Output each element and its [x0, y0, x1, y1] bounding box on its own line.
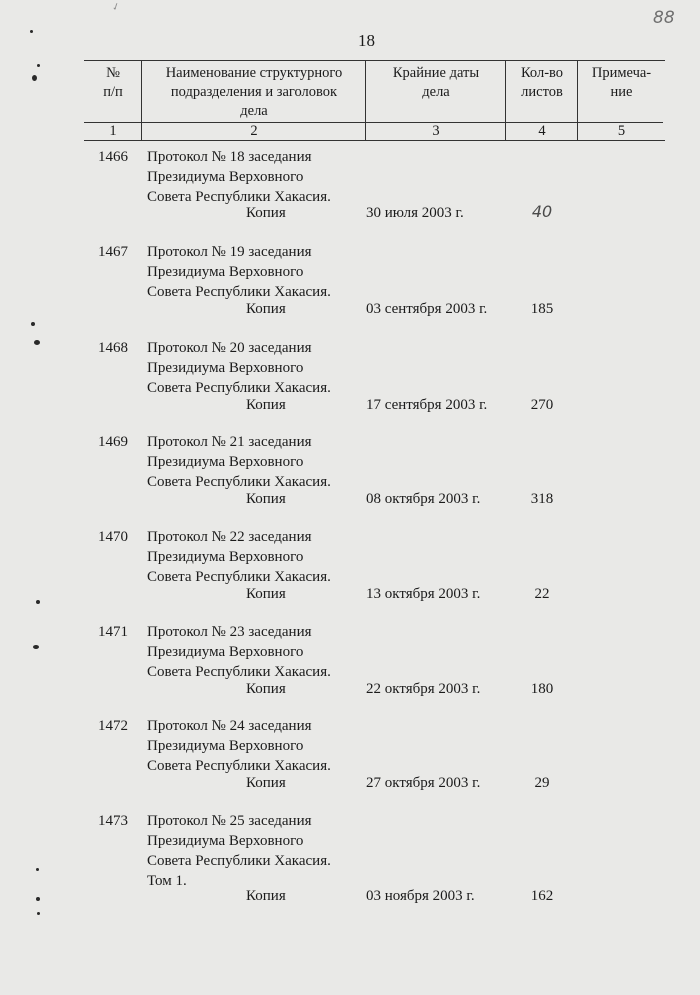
scan-speck — [34, 340, 40, 345]
header-col-title: Наименование структурного подразделения и заголовок дела — [165, 65, 343, 119]
entry-title: Протокол № 21 заседания Президиума Верховного Совета Республики Хакасия. — [147, 434, 331, 490]
entry-date: 17 сентября 2003 г. — [366, 397, 488, 413]
handwritten-folio-number: 88 — [653, 8, 675, 28]
entry-date: 30 июля 2003 г. — [366, 205, 464, 221]
scan-speck — [36, 868, 39, 871]
entry-date: 03 сентября 2003 г. — [366, 301, 488, 317]
entry-sheet-count: 22 — [534, 586, 550, 602]
entry-copy-label: Копия — [246, 775, 286, 791]
entry-number: 1473 — [98, 813, 128, 829]
entry-number: 1472 — [98, 718, 128, 734]
entry-date: 22 октября 2003 г. — [366, 681, 481, 697]
entry-sheet-count: 318 — [530, 491, 554, 507]
header-col-sheets: Кол-во листов — [520, 65, 564, 100]
header-col-notes: Примеча- ние — [591, 65, 652, 100]
header-number-5: 5 — [617, 123, 626, 139]
scan-speck — [30, 30, 33, 33]
entry-number: 1469 — [98, 434, 128, 450]
entry-sheet-count: 185 — [530, 301, 554, 317]
entry-date: 27 октября 2003 г. — [366, 775, 481, 791]
entry-title: Протокол № 24 заседания Президиума Верховного Совета Республики Хакасия. — [147, 718, 331, 774]
entry-copy-label: Копия — [246, 397, 286, 413]
entry-title: Протокол № 22 заседания Президиума Верховного Совета Республики Хакасия. — [147, 529, 331, 585]
scan-speck — [33, 645, 39, 649]
scan-speck — [32, 75, 37, 81]
entry-title: Протокол № 19 заседания Президиума Верховного Совета Республики Хакасия. — [147, 244, 331, 300]
header-number-3: 3 — [432, 123, 440, 139]
entry-sheet-count: 40 — [531, 202, 553, 221]
entry-number: 1471 — [98, 624, 128, 640]
entry-sheet-count: 162 — [530, 888, 554, 904]
entry-date: 13 октября 2003 г. — [366, 586, 481, 602]
entry-copy-label: Копия — [246, 301, 286, 317]
entry-number: 1467 — [98, 244, 128, 260]
entry-title: Протокол № 23 заседания Президиума Верховного Совета Республики Хакасия. — [147, 624, 331, 680]
entry-sheet-count: 180 — [530, 681, 554, 697]
entry-date: 08 октября 2003 г. — [366, 491, 481, 507]
entry-number: 1470 — [98, 529, 128, 545]
pencil-tick-mark: ✓ — [110, 0, 123, 15]
scan-speck — [37, 912, 40, 915]
entry-number: 1466 — [98, 149, 128, 165]
header-col-number: № п/п — [103, 65, 123, 100]
entry-number: 1468 — [98, 340, 128, 356]
entry-copy-label: Копия — [246, 586, 286, 602]
entry-copy-label: Копия — [246, 491, 286, 507]
header-number-1: 1 — [109, 123, 117, 139]
header-col-dates: Крайние даты дела — [392, 65, 480, 100]
scan-speck — [36, 600, 40, 604]
scan-speck — [31, 322, 35, 326]
header-number-4: 4 — [538, 123, 546, 139]
entry-sheet-count: 270 — [530, 397, 554, 413]
entry-title: Протокол № 18 заседания Президиума Верховного Совета Республики Хакасия. — [147, 149, 331, 205]
table-header — [84, 60, 665, 141]
scan-speck — [37, 64, 40, 67]
entry-copy-label: Копия — [246, 888, 286, 904]
entry-sheet-count: 29 — [534, 775, 550, 791]
entry-title: Протокол № 20 заседания Президиума Верховного Совета Республики Хакасия. — [147, 340, 331, 396]
entry-title: Протокол № 25 заседания Президиума Верховного Совета Республики Хакасия. Том 1. — [147, 813, 331, 889]
entry-copy-label: Копия — [246, 205, 286, 221]
page-number: 18 — [358, 31, 375, 50]
header-number-2: 2 — [250, 123, 258, 139]
entry-date: 03 ноября 2003 г. — [366, 888, 475, 904]
entry-copy-label: Копия — [246, 681, 286, 697]
scan-speck — [36, 897, 40, 901]
